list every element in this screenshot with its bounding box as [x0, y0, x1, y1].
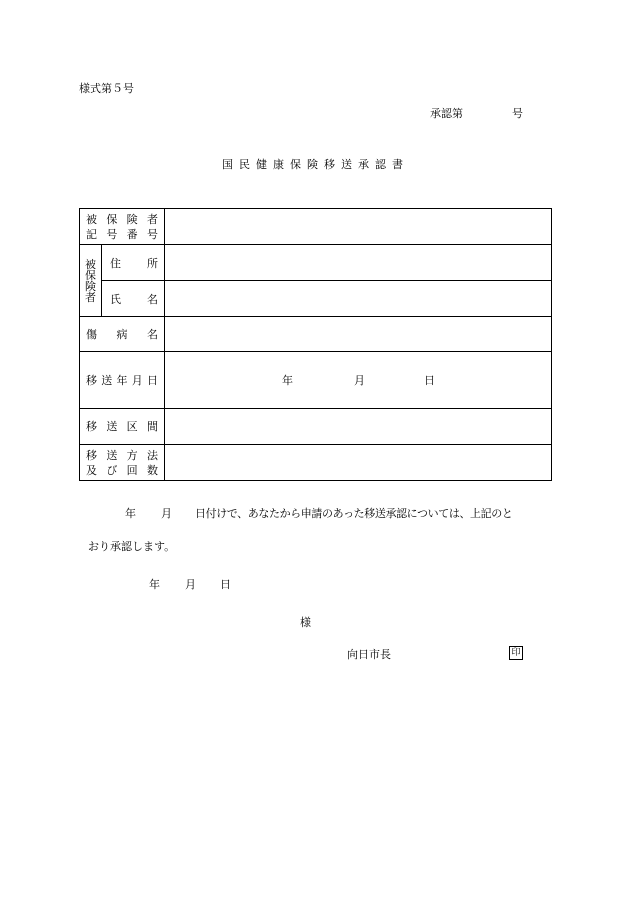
- body-line1-month: 月: [161, 507, 172, 520]
- row-address: [80, 245, 552, 281]
- approval-number-suffix: 号: [512, 107, 523, 120]
- seal-stamp: 印: [509, 646, 523, 660]
- body-line1-year: 年: [125, 507, 136, 520]
- method-label: 移 送 方 法 及 び 回 数: [86, 448, 158, 477]
- row-name: [80, 281, 552, 317]
- section-label: 移 送 区 間: [80, 409, 165, 445]
- form-number: 様式第５号: [79, 82, 134, 95]
- issue-date-year: 年: [149, 578, 160, 591]
- body-line2-text: おり承認します。: [88, 540, 176, 553]
- address-value[interactable]: [165, 245, 552, 281]
- transfer-date-label: 移 送 年 月 日: [80, 352, 165, 409]
- insured-number-label: 被 保 険 者 記 号 番 号: [86, 212, 158, 241]
- method-value[interactable]: [165, 445, 552, 481]
- transfer-year: 年: [282, 374, 293, 387]
- approval-number-prefix: 承認第: [430, 107, 463, 120]
- transfer-date-value[interactable]: [165, 352, 552, 409]
- issuer-name: 向日市長: [347, 648, 391, 661]
- addressee-suffix: 様: [300, 616, 311, 629]
- name-value[interactable]: [165, 281, 552, 317]
- row-method: [80, 445, 552, 481]
- issue-date-month: 月: [185, 578, 196, 591]
- approval-form-table: [79, 208, 552, 481]
- row-transfer-date: [80, 352, 552, 409]
- insured-number-value[interactable]: [165, 209, 552, 245]
- section-value[interactable]: [165, 409, 552, 445]
- document-title: 国民健康保険移送承認書: [222, 158, 409, 171]
- issue-date-day: 日: [220, 578, 231, 591]
- disease-label: 傷 病 名: [80, 317, 165, 352]
- row-disease: [80, 317, 552, 352]
- transfer-day: 日: [424, 374, 435, 387]
- row-section: [80, 409, 552, 445]
- row-insured-number: [80, 209, 552, 245]
- address-label: 住 所: [102, 245, 165, 281]
- disease-value[interactable]: [165, 317, 552, 352]
- body-line1-text: 日付けで、あなたから申請のあった移送承認については、上記のと: [195, 507, 513, 520]
- insured-vertical-label: 被 保 険 者: [80, 245, 102, 317]
- name-label: 氏 名: [102, 281, 165, 317]
- transfer-month: 月: [354, 374, 365, 387]
